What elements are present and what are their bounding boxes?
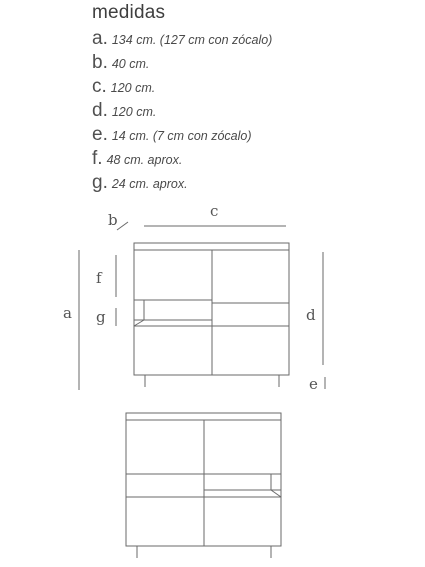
spec-letter: g.: [92, 172, 108, 193]
cabinet-top-slab: [134, 243, 289, 250]
spec-letter: e.: [92, 124, 108, 145]
cabinet-front-view: [134, 243, 289, 387]
niche-edge: [134, 320, 144, 326]
spec-value: 134 cm. (127 cm con zócalo): [111, 33, 273, 47]
spec-letter: f.: [92, 148, 103, 169]
label-d: d: [306, 306, 316, 324]
label-b: b: [108, 211, 118, 229]
cabinet-front-view-alt: [126, 413, 281, 558]
label-f: f: [96, 269, 102, 287]
spec-value: 120 cm.: [111, 105, 157, 119]
dimension-line-b: [117, 222, 128, 230]
spec-letter: b.: [92, 52, 108, 73]
label-a: a: [63, 304, 72, 322]
spec-value: 120 cm.: [110, 81, 156, 95]
label-c: c: [210, 202, 219, 220]
label-g: g: [96, 308, 106, 326]
spec-letter: c.: [92, 76, 107, 97]
title: medidas: [92, 2, 166, 23]
spec-value: 48 cm. aprox.: [106, 153, 183, 167]
spec-value: 40 cm.: [111, 57, 150, 71]
cabinet-top-slab: [126, 413, 281, 420]
label-e: e: [309, 375, 318, 393]
spec-value: 14 cm. (7 cm con zócalo): [111, 129, 252, 143]
spec-value: 24 cm. aprox.: [111, 177, 188, 191]
spec-letter: d.: [92, 100, 108, 121]
niche-edge: [271, 490, 281, 497]
spec-letter: a.: [92, 28, 108, 49]
